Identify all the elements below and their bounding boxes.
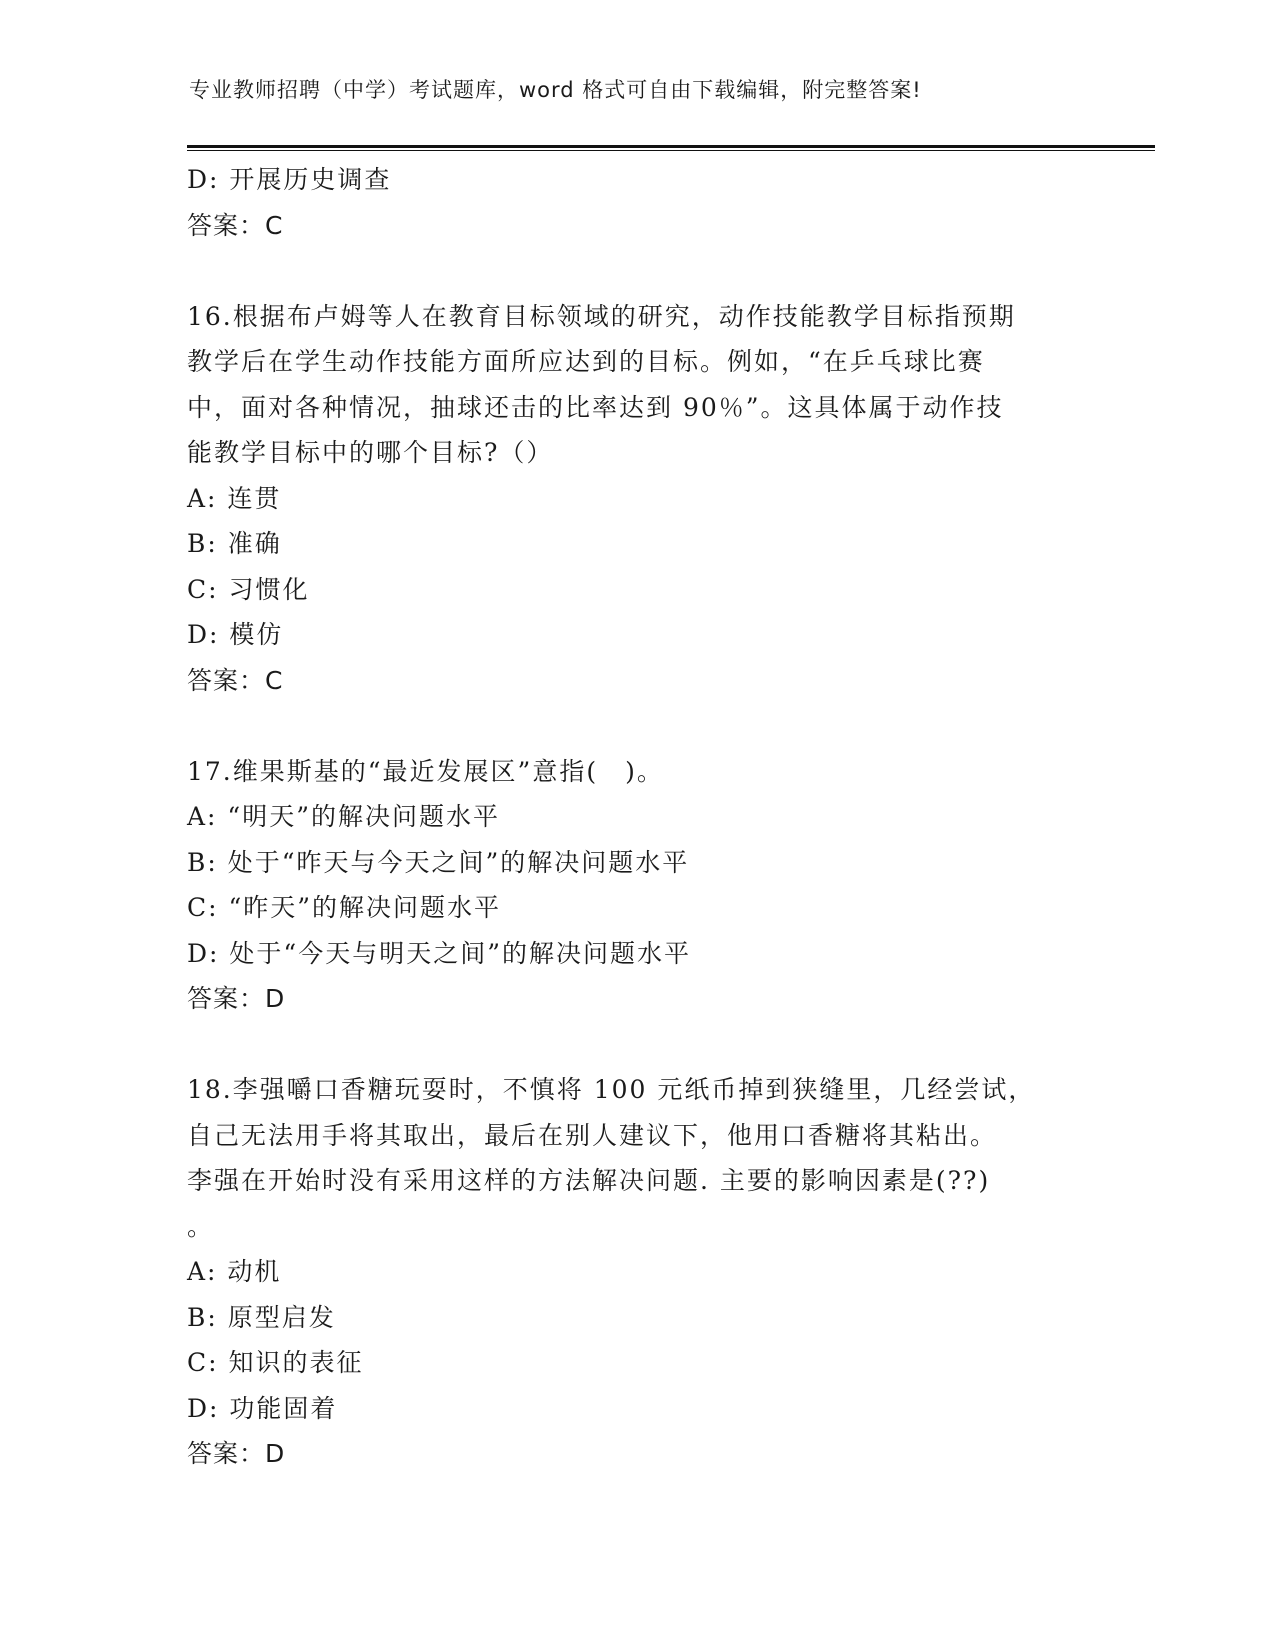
header-rule-thick xyxy=(187,145,1155,148)
question-18-line: 李强在开始时没有采用这样的方法解决问题. 主要的影响因素是(??) xyxy=(187,1166,991,1195)
question-17-answer: 答案：D xyxy=(187,984,286,1013)
question-16-line: 中，面对各种情况，抽球还击的比率达到 90％”。这具体属于动作技 xyxy=(187,392,1004,422)
page-header: 专业教师招聘（中学）考试题库，word 格式可自由下载编辑，附完整答案! xyxy=(189,78,922,102)
question-18-line: 。 xyxy=(187,1211,215,1241)
question-16-answer: 答案：C xyxy=(187,665,284,695)
question-18-line: 18.李强嚼口香糖玩耍时，不慎将 100 元纸币掉到狭缝里，几经尝试， xyxy=(187,1075,1036,1104)
question-content xyxy=(187,157,1087,1477)
question-16-option-c: C: 习惯化 xyxy=(187,574,310,604)
spacer xyxy=(187,248,1087,294)
question-17-option-b: B: 处于“昨天与今天之间”的解决问题水平 xyxy=(187,847,690,877)
question-18-option-d: D: 功能固着 xyxy=(187,1393,338,1423)
question-18-option-a: A: 动机 xyxy=(187,1257,282,1286)
question-16-line: 能教学目标中的哪个目标?（） xyxy=(187,438,554,467)
question-16 xyxy=(187,294,1087,704)
prev-option-d: D: 开展历史调查 xyxy=(187,165,392,194)
question-18-option-b: B: 原型启发 xyxy=(187,1302,336,1332)
question-17-option-c: C: “昨天”的解决问题水平 xyxy=(187,893,502,922)
question-16-line: 16.根据布卢姆等人在教育目标领域的研究，动作技能教学目标指预期 xyxy=(187,301,1016,331)
question-17-option-a: A: “明天”的解决问题水平 xyxy=(187,802,500,831)
spacer xyxy=(187,703,1087,749)
question-18-option-c: C: 知识的表征 xyxy=(187,1348,364,1377)
question-18-answer: 答案：D xyxy=(187,1439,286,1468)
question-17-line: 17.维果斯基的“最近发展区”意指( )。 xyxy=(187,756,664,786)
header-rule-thin xyxy=(187,150,1155,151)
question-16-line: 教学后在学生动作技能方面所应达到的目标。例如，“在乒乓球比赛 xyxy=(187,347,985,376)
question-16-option-b: B: 准确 xyxy=(187,529,282,558)
question-16-option-a: A: 连贯 xyxy=(187,483,282,513)
spacer xyxy=(187,1022,1087,1068)
question-18 xyxy=(187,1067,1087,1477)
question-17 xyxy=(187,749,1087,1022)
prev-answer: 答案：C xyxy=(187,210,284,240)
question-17-option-d: D: 处于“今天与明天之间”的解决问题水平 xyxy=(187,938,691,968)
question-16-option-d: D: 模仿 xyxy=(187,620,284,649)
question-18-line: 自己无法用手将其取出，最后在别人建议下，他用口香糖将其粘出。 xyxy=(187,1120,998,1150)
